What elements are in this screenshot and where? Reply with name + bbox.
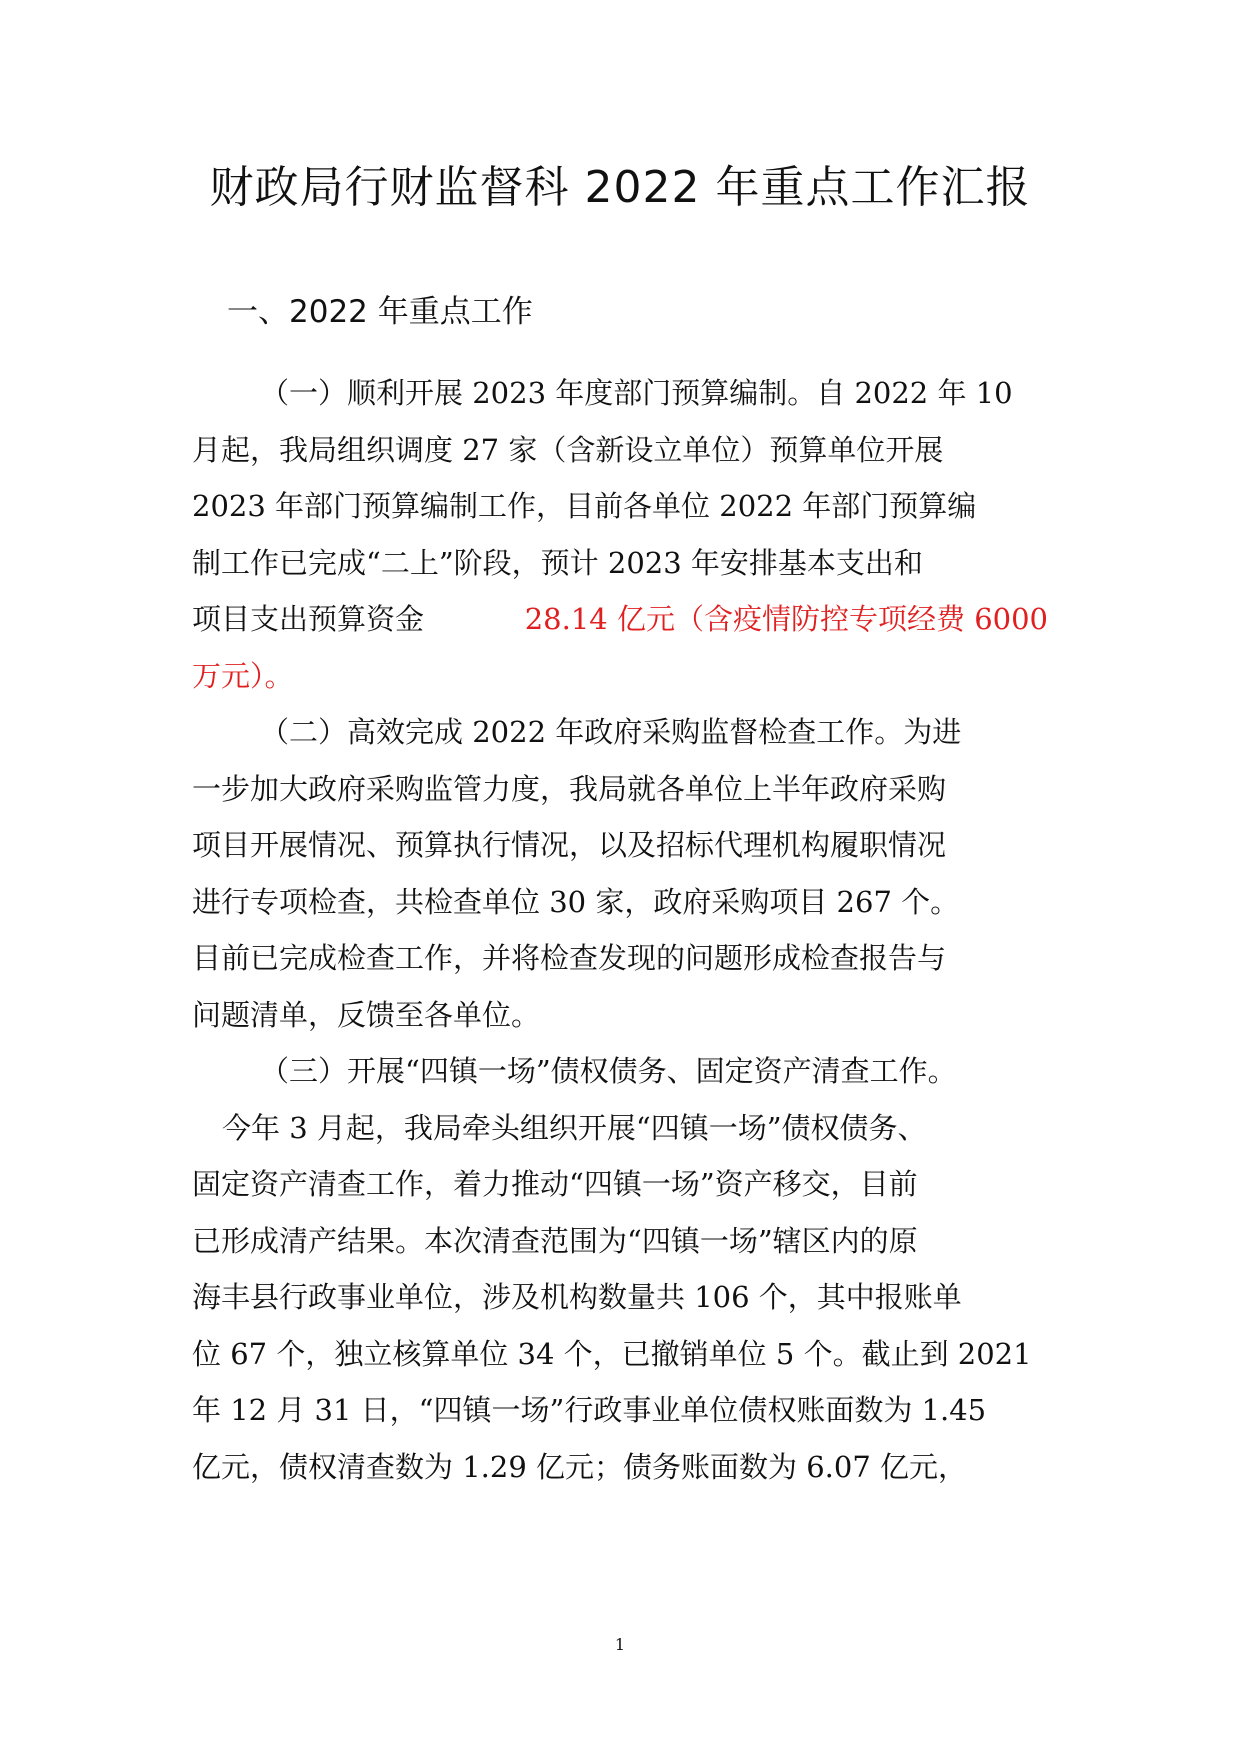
line-text: 项目支出预算资金 [192, 602, 425, 636]
paragraph-line: （二）高效完成 2022 年政府采购监督检查工作。为进 [260, 715, 962, 749]
paragraph-budget [192, 365, 1048, 704]
paragraph-line: 位 67 个，独立核算单位 34 个，已撤销单位 5 个。截止到 2021 [192, 1336, 1032, 1371]
document-title: 财政局行财监督科 2022 年重点工作汇报 [209, 162, 1031, 213]
document-body [192, 365, 1048, 1495]
paragraph-line: 月起，我局组织调度 27 家（含新设立单位）预算单位开展 [192, 432, 944, 467]
paragraph-line: 固定资产清查工作，着力推动“四镇一场”资产移交，目前 [192, 1167, 918, 1201]
paragraph-line: （三）开展“四镇一场”债权债务、固定资产清查工作。 [260, 1054, 957, 1088]
paragraph-procurement [192, 704, 1048, 1043]
section-heading: 一、2022 年重点工作 [227, 294, 533, 330]
paragraph-line: 海丰县行政事业单位，涉及机构数量共 106 个，其中报账单 [192, 1280, 962, 1314]
paragraph-line: 年 12 月 31 日，“四镇一场”行政事业单位债权账面数为 1.45 [192, 1393, 987, 1427]
paragraph-line: 项目开展情况、预算执行情况，以及招标代理机构履职情况 [192, 828, 947, 862]
paragraph-line: （一）顺利开展 2023 年度部门预算编制。自 2022 年 10 [260, 376, 1013, 410]
paragraph-line: 今年 3 月起，我局牵头组织开展“四镇一场”债权债务、 [222, 1110, 927, 1145]
paragraph-line: 已形成清产结果。本次清查范围为“四镇一场”辖区内的原 [192, 1223, 918, 1258]
paragraph-line-highlight [192, 591, 1048, 648]
paragraph-line: 问题清单，反馈至各单位。 [192, 997, 541, 1032]
paragraph-line: 制工作已完成“二上”阶段，预计 2023 年安排基本支出和 [192, 545, 923, 580]
paragraph-line: 目前已完成检查工作，并将检查发现的问题形成检查报告与 [192, 941, 947, 975]
paragraph-line: 2023 年部门预算编制工作，目前各单位 2022 年部门预算编 [192, 489, 977, 523]
paragraph-line: 一步加大政府采购监管力度，我局就各单位上半年政府采购 [192, 771, 947, 806]
highlighted-amount-continuation: 万元）。 [192, 658, 294, 693]
paragraph-line: 亿元，债权清查数为 1.29 亿元；债务账面数为 6.07 亿元， [192, 1449, 968, 1484]
paragraph-asset-audit [192, 1043, 1048, 1495]
highlighted-amount: 28.14 亿元（含疫情防控专项经费 6000 [524, 602, 1048, 636]
paragraph-line: 进行专项检查，共检查单位 30 家，政府采购项目 267 个。 [192, 884, 960, 919]
page-number: 1 [614, 1635, 626, 1654]
